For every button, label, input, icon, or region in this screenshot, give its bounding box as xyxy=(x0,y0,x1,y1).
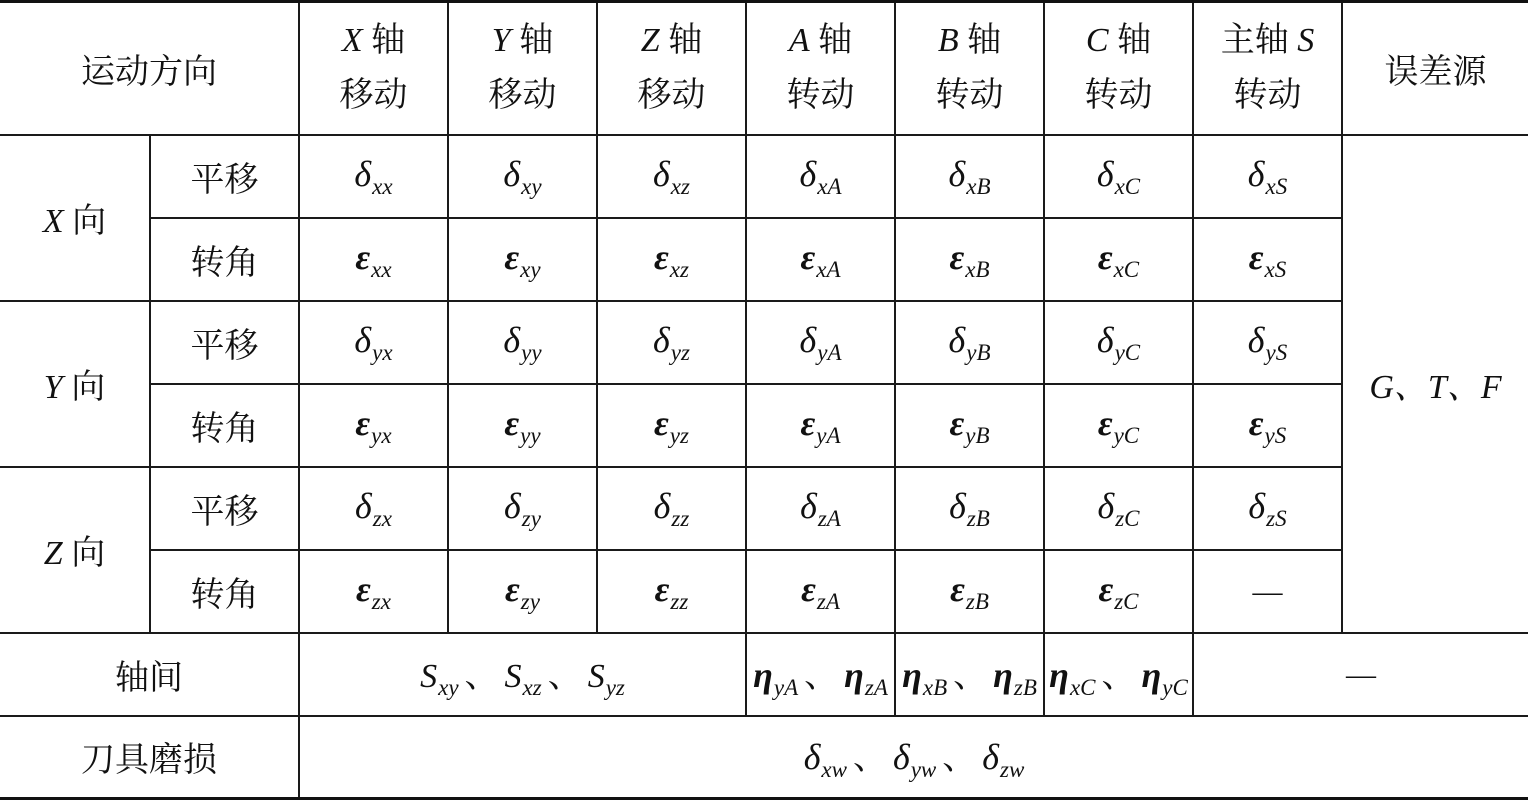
cell-squareness: $S_{xy}$ 、 $S_{xz}$ 、 $S_{yz}$ xyxy=(299,633,746,716)
cell-eps-yC: $\varepsilon_{yC}$ xyxy=(1044,384,1193,467)
cell-axis-between-dash: — xyxy=(1193,633,1528,716)
row-label: 平移 xyxy=(150,135,299,218)
cell-eta-a: $\eta_{yA}$ 、 $\eta_{zA}$ xyxy=(746,633,895,716)
cell-delta-yx: $\delta_{yx}$ xyxy=(299,301,448,384)
cell-eps-yy: $\varepsilon_{yy}$ xyxy=(448,384,597,467)
cell-delta-zy: $\delta_{zy}$ xyxy=(448,467,597,550)
col-header-a-rotate: A 轴 转动 xyxy=(746,2,895,135)
cell-tool-wear: $\delta_{xw}$ 、 $\delta_{yw}$ 、 $\delta_{zw}$ xyxy=(299,716,1528,799)
cell-eps-yB: $\varepsilon_{yB}$ xyxy=(895,384,1044,467)
cell-delta-xB: $\delta_{xB}$ xyxy=(895,135,1044,218)
cell-eps-yA: $\varepsilon_{yA}$ xyxy=(746,384,895,467)
cell-eta-b: $\eta_{xB}$ 、 $\eta_{zB}$ xyxy=(895,633,1044,716)
row-z-translation xyxy=(0,467,1528,550)
cell-eps-xS: $\varepsilon_{xS}$ xyxy=(1193,218,1342,301)
cell-delta-xC: $\delta_{xC}$ xyxy=(1044,135,1193,218)
cell-delta-yA: $\delta_{yA}$ xyxy=(746,301,895,384)
cell-eta-c: $\eta_{xC}$ 、 $\eta_{yC}$ xyxy=(1044,633,1193,716)
row-label: 转角 xyxy=(150,384,299,467)
row-label: 平移 xyxy=(150,467,299,550)
cell-eps-zz: $\varepsilon_{zz}$ xyxy=(597,550,746,633)
cell-delta-xS: $\delta_{xS}$ xyxy=(1193,135,1342,218)
col-header-c-rotate: C 轴 转动 xyxy=(1044,2,1193,135)
cell-delta-zB: $\delta_{zB}$ xyxy=(895,467,1044,550)
row-label: 平移 xyxy=(150,301,299,384)
col-header-y-move: Y 轴 移动 xyxy=(448,2,597,135)
cell-delta-yB: $\delta_{yB}$ xyxy=(895,301,1044,384)
col-header-z-move: Z 轴 移动 xyxy=(597,2,746,135)
cell-eps-xA: $\varepsilon_{xA}$ xyxy=(746,218,895,301)
cell-delta-xA: $\delta_{xA}$ xyxy=(746,135,895,218)
group-y: Y 向 xyxy=(0,301,150,467)
row-z-rotation xyxy=(0,550,1528,633)
cell-eps-xC: $\varepsilon_{xC}$ xyxy=(1044,218,1193,301)
cell-delta-yS: $\delta_{yS}$ xyxy=(1193,301,1342,384)
cell-delta-zz: $\delta_{zz}$ xyxy=(597,467,746,550)
row-tool-wear xyxy=(0,716,1528,799)
tool-wear-label: 刀具磨损 xyxy=(0,716,299,799)
row-label: 转角 xyxy=(150,218,299,301)
cell-eps-zx: $\varepsilon_{zx}$ xyxy=(299,550,448,633)
cell-delta-yC: $\delta_{yC}$ xyxy=(1044,301,1193,384)
cell-eps-xB: $\varepsilon_{xB}$ xyxy=(895,218,1044,301)
cell-eps-zy: $\varepsilon_{zy}$ xyxy=(448,550,597,633)
row-axis-between xyxy=(0,633,1528,716)
cell-delta-xy: $\delta_{xy}$ xyxy=(448,135,597,218)
cell-delta-zA: $\delta_{zA}$ xyxy=(746,467,895,550)
cell-delta-xz: $\delta_{xz}$ xyxy=(597,135,746,218)
row-label: 转角 xyxy=(150,550,299,633)
col-header-x-move: X 轴 移动 xyxy=(299,2,448,135)
cell-eps-zC: $\varepsilon_{zC}$ xyxy=(1044,550,1193,633)
row-y-rotation xyxy=(0,384,1528,467)
cell-eps-yx: $\varepsilon_{yx}$ xyxy=(299,384,448,467)
cell-delta-xx: $\delta_{xx}$ xyxy=(299,135,448,218)
axis-between-label: 轴间 xyxy=(0,633,299,716)
error-source-header: 误差源 xyxy=(1342,2,1528,135)
group-x: X 向 xyxy=(0,135,150,301)
header-row xyxy=(0,2,1528,135)
cell-eps-xx: $\varepsilon_{xx}$ xyxy=(299,218,448,301)
cell-dash: — xyxy=(1193,550,1342,633)
cell-eps-zB: $\varepsilon_{zB}$ xyxy=(895,550,1044,633)
row-y-translation xyxy=(0,301,1528,384)
col-header-spindle-rotate: 主轴 S 转动 xyxy=(1193,2,1342,135)
group-z: Z 向 xyxy=(0,467,150,633)
cell-eps-zA: $\varepsilon_{zA}$ xyxy=(746,550,895,633)
error-source-value: G、T、F xyxy=(1342,135,1528,633)
cell-eps-yz: $\varepsilon_{yz}$ xyxy=(597,384,746,467)
cell-eps-xz: $\varepsilon_{xz}$ xyxy=(597,218,746,301)
cell-delta-zC: $\delta_{zC}$ xyxy=(1044,467,1193,550)
row-x-rotation xyxy=(0,218,1528,301)
cell-delta-yz: $\delta_{yz}$ xyxy=(597,301,746,384)
motion-direction-header: 运动方向 xyxy=(0,2,299,135)
cell-delta-zx: $\delta_{zx}$ xyxy=(299,467,448,550)
cell-eps-yS: $\varepsilon_{yS}$ xyxy=(1193,384,1342,467)
cell-delta-yy: $\delta_{yy}$ xyxy=(448,301,597,384)
col-header-b-rotate: B 轴 转动 xyxy=(895,2,1044,135)
cell-eps-xy: $\varepsilon_{xy}$ xyxy=(448,218,597,301)
row-x-translation xyxy=(0,135,1528,218)
cell-delta-zS: $\delta_{zS}$ xyxy=(1193,467,1342,550)
